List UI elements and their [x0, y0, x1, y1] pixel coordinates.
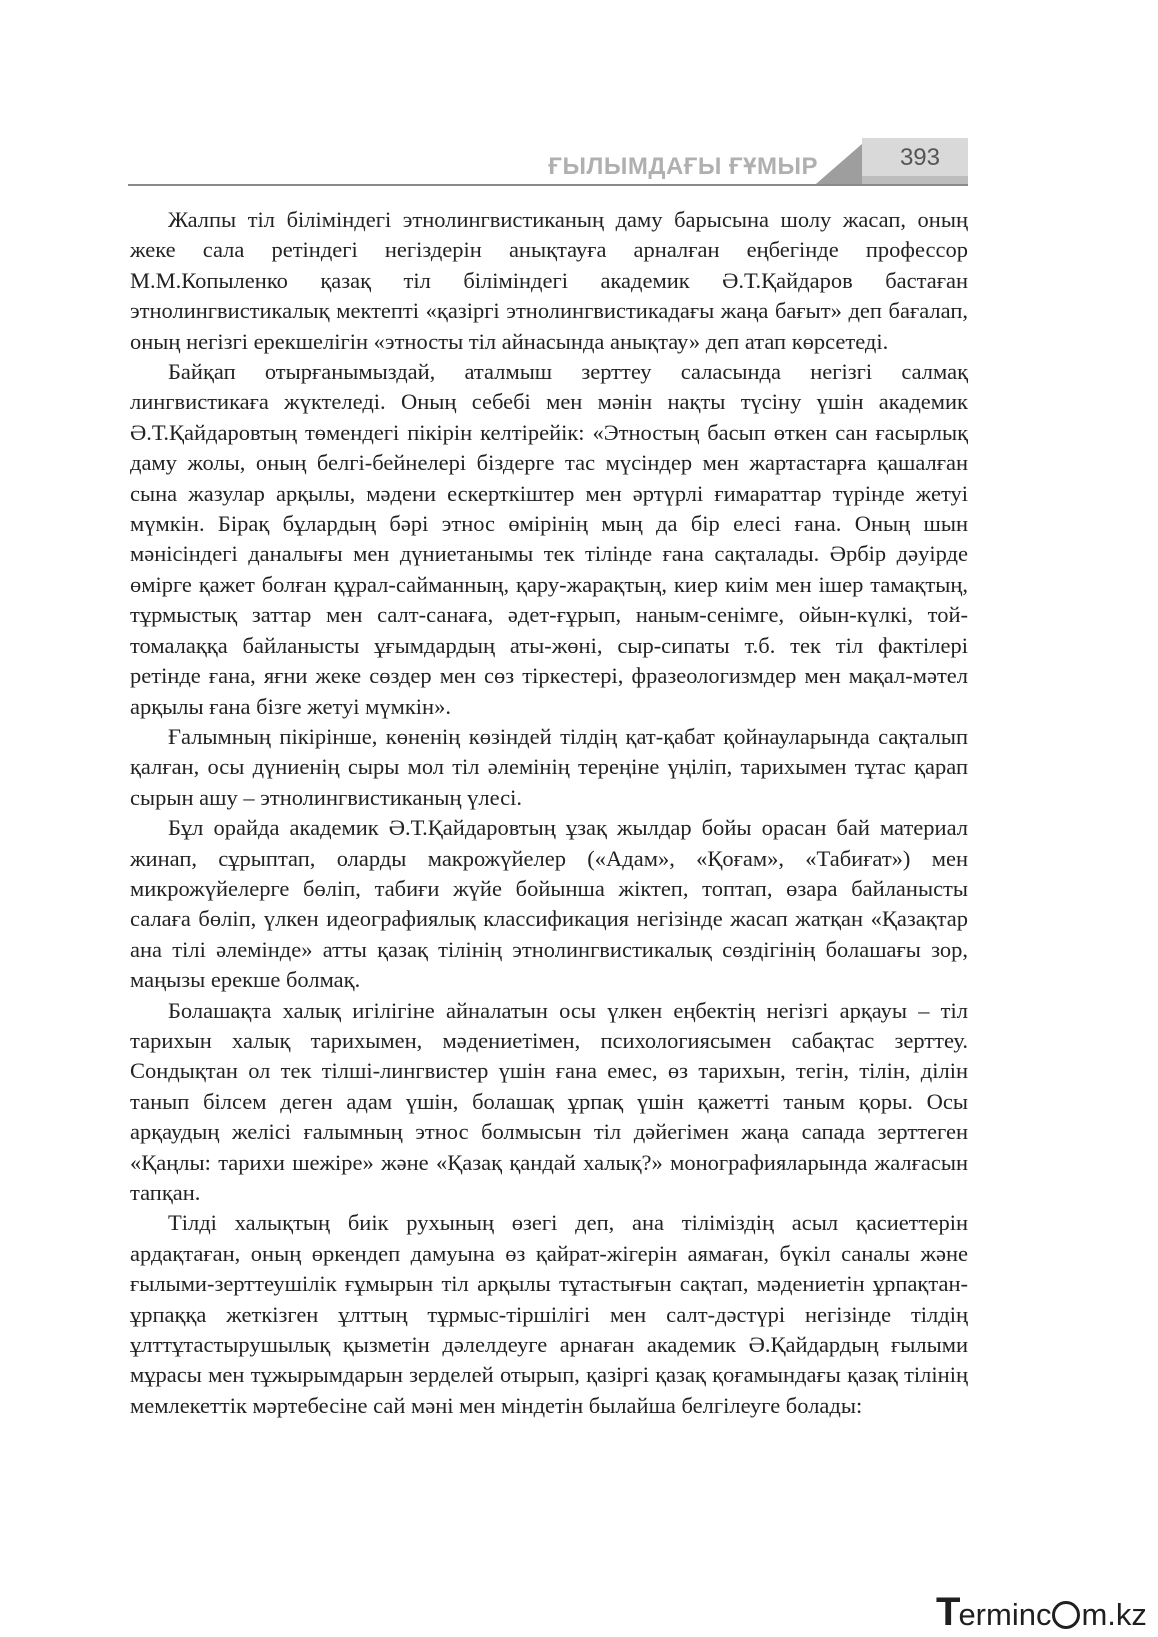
paragraph-3: Ғалымның пікірінше, көненің көзіндей тілдің қат-қабат қойнауларында сақталып қалған, осы дүниенің сыры мол тіл әлемінің тереңіне үңіліп, тарихымен тұтас қарап сырын ашу – этнолингвистиканың үлесі. [130, 723, 968, 810]
page-number: 393 [899, 144, 940, 171]
paragraph-1: Жалпы тіл біліміндегі этнолингвистиканың даму барысына шолу жасап, оның жеке сала ретіндегі негіздерін анықтауға арналған еңбегінде профессор М.М.Копыленко қазақ тіл біліміндегі академик Ә.Т.Қайдаров бастаған этнолингвистикалық мектепті «қазіргі этнолингвистикадағы жаңа бағыт» деп бағалап, оның негізгі ерекшелігін «этносты тіл айнасында анықтау» деп атап көрсетеді. [130, 207, 968, 354]
paragraph-2: Байқап отырғанымыздай, аталмыш зерттеу саласында негізгі салмақ лингвистикаға жүктеледі. Оның себебі мен мәнін нақты түсіну үшін академик Ә.Т.Қайдаровтың төмендегі пікірін келтірейік: «Этностың басып өткен сан ғасырлық даму жолы, оның белгі-бейнелері біздерге тас мүсіндер мен жартастарға қашалған сына жазулар арқылы, мәдени ескерткіштер мен әртүрлі ғимараттар түрінде жетуі мүмкін. Бірақ бұлардың бәрі этнос өмірінің мың да бір елесі ғана. Оның шын мәнісіндегі даналығы мен дүниетанымы тек тілінде ғана сақталады. Әрбір дәуірде өмірге қажет болған құрал-сайманның, қару-жарақтың, киер киім мен ішер тамақтың, тұрмыстық заттар мен салт-санаға, әдет-ғұрып, наным-сенімге, ойын-күлкі, той-томалаққа байланысты ұғымдардың аты-жөні, сыр-сипаты т.б. тек тіл фактілері ретінде ғана, яғни жеке сөздер мен сөз тіркестері, фразеологизмдер мен мақал-мәтел арқылы ғана бізге жетуі мүмкін». [130, 359, 968, 719]
watermark-middle: erminc [958, 1597, 1052, 1632]
watermark-t: T [936, 1590, 959, 1634]
paragraph-5: Болашақта халық игілігіне айналатын осы үлкен еңбектің негізгі арқауы – тіл тарихын халық тарихымен, мәдениетімен, психологиясымен сабақтас зерттеу. Сондықтан ол тек тілші-лингвистер үшін ғана емес, өз тарихын, тегін, тілін, ділін танып білсем деген адам үшін, болашақ ұрпақ үшін қажетті таным қоры. Осы арқаудың желісі ғалымның этнос болмысын тіл дәйегімен жаңа сапада зерттеген «Қаңлы: тарихи шежіре» және «Қазақ қандай халық?» монографияларында жалғасын тапқан. [130, 997, 968, 1205]
termincom-watermark-logo [936, 1590, 1147, 1634]
header-rule [128, 184, 968, 186]
paragraph-6: Тілді халықтың биік рухының өзегі деп, ана тіліміздің асыл қасиеттерін ардақтаған, оның өркендеп дамуына өз қайрат-жігерін аямаған, бүкіл саналы және ғылыми-зерттеушілік ғұмырын тіл арқылы тұтастығын сақтап, мәдениетін ұрпақтан-ұрпаққа жеткізген ұлттың тұрмыс-тіршілігі мен салт-дәстүрі негізінде тілдің ұлттұтастырушылық қызметін дәлелдеуге арнаған академик Ә.Қайдардың ғылыми мұрасы мен тұжырымдарын зерделей отырып, қазіргі қазақ қоғамындағы қазақ тілінің мемлекеттік мәртебесіне сай мәні мен міндетін былайша белгілеуге болады: [130, 1210, 968, 1418]
running-title: ҒЫЛЫМДАҒЫ ҒҰМЫР [548, 153, 818, 180]
watermark-suffix: m.kz [1081, 1597, 1147, 1632]
page-tab-shape [816, 138, 968, 184]
page-header [128, 138, 968, 186]
page-number-tab [816, 138, 968, 184]
paragraph-4: Бұл орайда академик Ә.Т.Қайдаровтың ұзақ жылдар бойы орасан бай материал жинап, сұрыптап, оларды макрожүйелер («Адам», «Қоғам», «Табиғат») мен микрожүйелерге бөліп, табиғи жүйе бойынша жіктеп, топтап, өзара байланысты салаға бөліп, үлкен идеографиялық классификация негізінде жасап жатқан «Қазақтар ана тілі әлемінде» атты қазақ тілінің этнолингвистикалық сөздігінің болашағы зор, маңызы ерекше болмақ. [130, 815, 968, 993]
article-body [130, 205, 968, 1421]
watermark-o-circle-icon [1052, 1601, 1080, 1629]
